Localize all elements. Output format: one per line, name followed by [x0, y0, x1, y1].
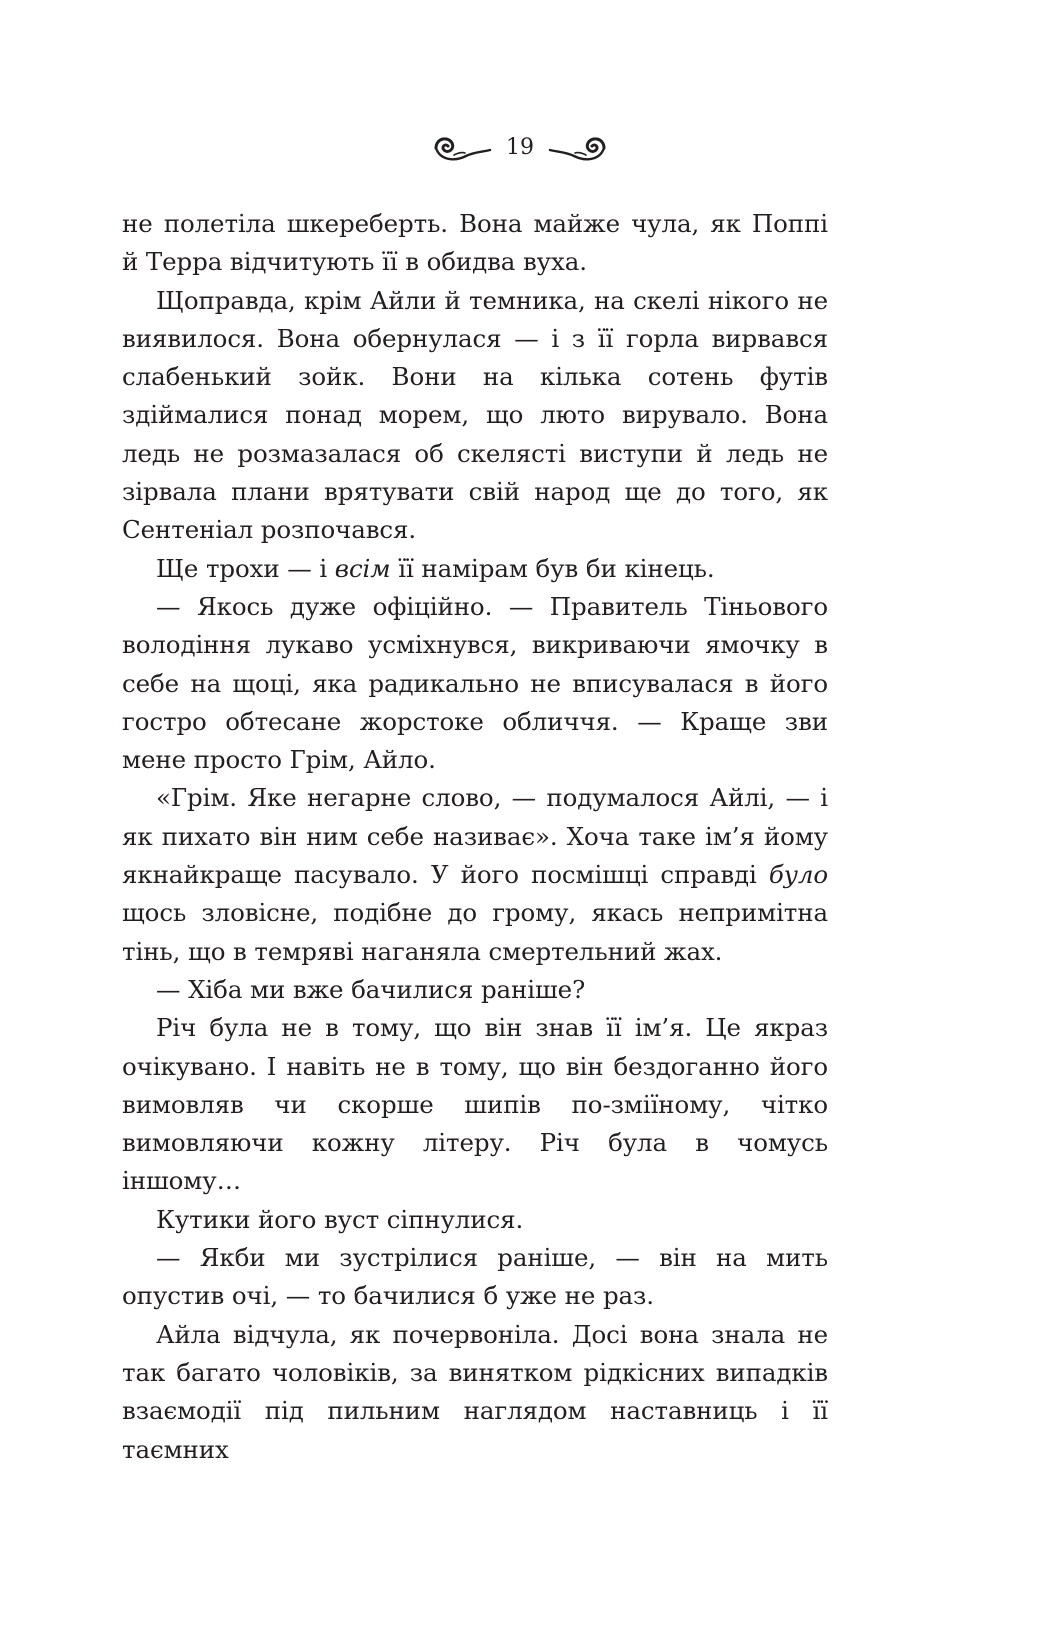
paragraph-text: — Якось дуже офіційно. — Правитель Тіньового володіння лукаво усміхнувся, викриваючи ямочку в себе на щоці, яка радикально не вписувалася в його гостро обтесане жорстоке обличчя. — Краще зви мене просто Грім, Айло.	[122, 591, 828, 775]
paragraph-text: Річ була не в тому, що він знав її ім’я. Це якраз очікувано. І навіть не в тому, що він бездоганно його вимовляв чи скорше шипів по-зміїному, чітко вимовляючи кожну літеру. Річ була в чомусь іншому…	[122, 1013, 828, 1196]
emphasis-text: було	[768, 860, 828, 890]
paragraph	[122, 282, 828, 550]
paragraph-text: — Якби ми зустрілися раніше, — він на мить опустив очі, — то бачилися б уже не раз.	[122, 1243, 828, 1311]
paragraph	[122, 1201, 828, 1239]
body-text	[122, 205, 828, 1469]
paragraph-text: Щоправда, крім Айли й темника, на скелі нікого не виявилося. Вона обернулася — і з її горла вирвався слабенький зойк. Вони на кілька сотень футів здіймалися понад морем, що люто вирувало. Вона ледь не розмазалася об скелясті виступи й ледь не зірвала плани врятувати свій народ ще до того, як Сентеніал розпочався.	[122, 285, 828, 545]
paragraph	[122, 971, 828, 1009]
paragraph	[122, 779, 828, 970]
paragraph-text: Айла відчула, як почервоніла. Досі вона знала не так багато чоловіків, за винятком рідкісних випадків взаємодії під пильним наглядом наставниць і її таємних	[122, 1319, 828, 1464]
paragraph	[122, 588, 828, 779]
paragraph	[122, 1316, 828, 1469]
swirl-ornament-right-icon	[548, 130, 608, 166]
paragraph-text: «Грім. Яке негарне слово, — подумалося Айлі, — і як пихато він ним себе називає». Хоча таке ім’я йому якнайкраще пасувало. У його посмішці справді	[122, 783, 828, 890]
paragraph-text: Ще трохи — і	[156, 553, 335, 583]
paragraph-text: Кутики його вуст сіпнулися.	[156, 1204, 524, 1234]
page-number: 19	[506, 135, 534, 160]
emphasis-text: всім	[334, 553, 391, 583]
swirl-ornament-left-icon	[432, 130, 492, 166]
paragraph	[122, 1009, 828, 1200]
paragraph-text: щось зловісне, подібне до грому, якась непримітна тінь, що в темряві наганяла смертельний жах.	[122, 898, 828, 966]
paragraph-text: не полетіла шкереберть. Вона майже чула, як Поппі й Терра відчитують її в обидва вуха.	[122, 209, 828, 277]
page-header	[0, 126, 1040, 170]
paragraph	[122, 205, 828, 282]
paragraph	[122, 1239, 828, 1316]
paragraph-text: її намірам був би кінець.	[390, 553, 715, 583]
paragraph	[122, 550, 828, 588]
paragraph-text: — Хіба ми вже бачилися раніше?	[156, 974, 586, 1004]
